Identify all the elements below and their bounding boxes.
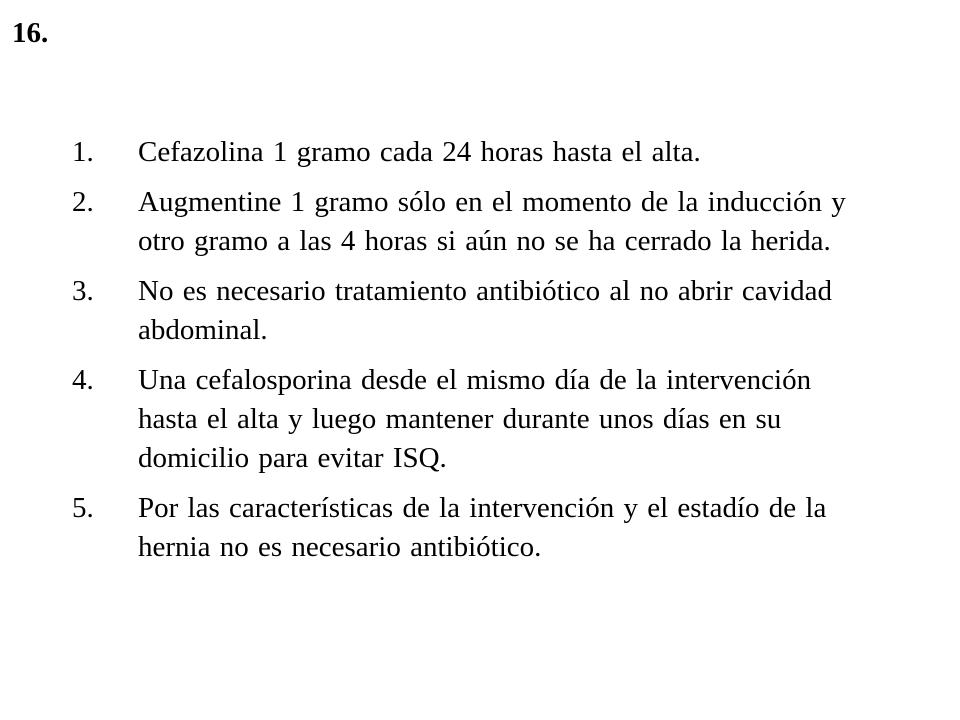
option-text: Cefazolina 1 gramo cada 24 horas hasta el alta. bbox=[138, 136, 701, 168]
option-text: Augmentine 1 gramo sólo en el momento de la inducción y otro gramo a las 4 horas si aún no se ha cerrado la herida. bbox=[138, 186, 846, 257]
answer-options-list bbox=[72, 133, 862, 578]
option-number: 3. bbox=[72, 275, 94, 307]
answer-option-1 bbox=[72, 133, 862, 172]
answer-option-3 bbox=[72, 272, 862, 350]
answer-option-2 bbox=[72, 183, 862, 261]
option-text: Por las características de la intervención y el estadío de la hernia no es necesario antibiótico. bbox=[138, 492, 827, 563]
option-text: No es necesario tratamiento antibiótico al no abrir cavidad abdominal. bbox=[138, 275, 833, 346]
option-number: 5. bbox=[72, 492, 94, 524]
option-number: 2. bbox=[72, 186, 94, 218]
answer-option-4 bbox=[72, 361, 862, 478]
question-number: 16. bbox=[12, 17, 49, 49]
option-number: 1. bbox=[72, 136, 94, 168]
option-number: 4. bbox=[72, 364, 94, 396]
option-text: Una cefalosporina desde el mismo día de la intervención hasta el alta y luego mantener durante unos días en su domicilio para evitar ISQ. bbox=[138, 364, 812, 474]
answer-option-5 bbox=[72, 489, 862, 567]
